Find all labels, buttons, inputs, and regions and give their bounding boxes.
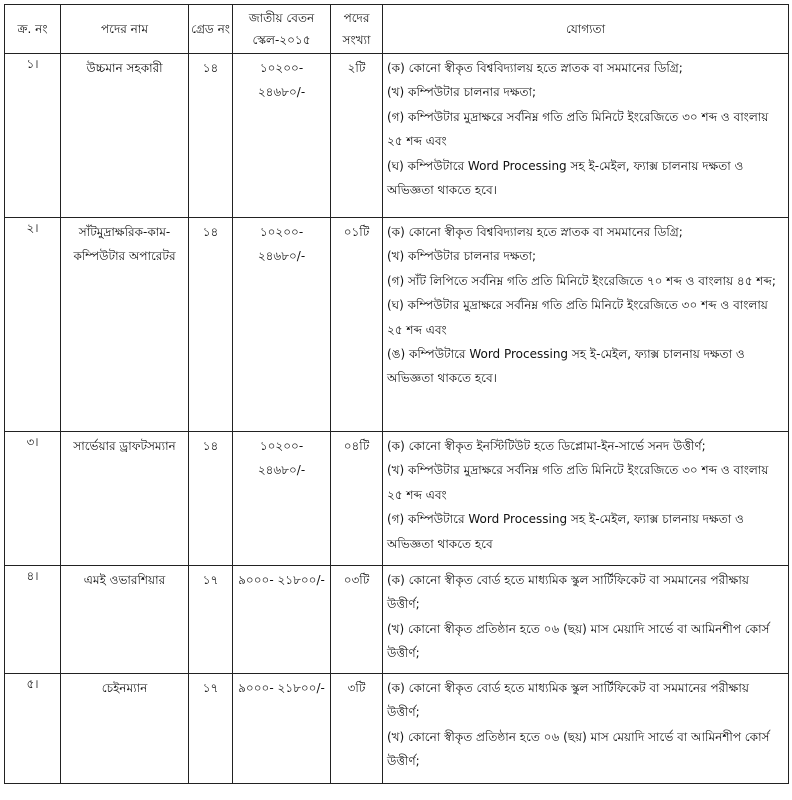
row-post-count: ০১টি bbox=[331, 218, 383, 432]
table-row bbox=[5, 432, 789, 566]
row-post-count: ৩টি bbox=[331, 674, 383, 784]
qualification-item: (ক) কোনো স্বীকৃত ইনস্টিটিউট হতে ডিপ্লোমা-ইন-সার্ভে সনদ উত্তীর্ণ; bbox=[387, 439, 706, 453]
row-qualifications bbox=[383, 54, 789, 218]
row-pay-scale: ১০২০০- ২৪৬৮০/- bbox=[233, 218, 331, 432]
row-pay-scale: ১০২০০- ২৪৬৮০/- bbox=[233, 432, 331, 566]
qualification-item: (ঙ) কম্পিউটারে Word Processing সহ ই-মেইল, ফ্যাক্স চালনায় দক্ষতা ও অভিজ্ঞতা থাকতে হবে। bbox=[387, 347, 745, 386]
job-vacancy-table bbox=[4, 4, 789, 784]
qualification-item: (গ) কম্পিউটারে Word Processing সহ ই-মেইল, ফ্যাক্স চালনায় দক্ষতা ও অভিজ্ঞতা থাকতে হবে bbox=[387, 512, 744, 551]
row-serial: ২। bbox=[5, 218, 61, 432]
row-post-count: ০৩টি bbox=[331, 566, 383, 674]
row-qualifications bbox=[383, 566, 789, 674]
qualification-item: (খ) কোনো স্বীকৃত প্রতিষ্ঠান হতে ০৬ (ছয়) মাস মেয়াদি সার্ভে বা আমিনশীপ কোর্স উত্তীর্ণ; bbox=[387, 729, 770, 769]
row-post-count: ২টি bbox=[331, 54, 383, 218]
header-pay-scale: জাতীয় বেতন স্কেল-২০১৫ bbox=[233, 5, 331, 54]
row-grade: ১৪ bbox=[189, 432, 233, 566]
row-grade: ১৭ bbox=[189, 674, 233, 784]
header-grade: গ্রেড নং bbox=[189, 5, 233, 54]
qualification-item: (খ) কোনো স্বীকৃত প্রতিষ্ঠান হতে ০৬ (ছয়) মাস মেয়াদি সার্ভে বা আমিনশীপ কোর্স উত্তীর্ণ; bbox=[387, 621, 770, 661]
qualification-item: (গ) সাঁট লিপিতে সর্বনিম্ন গতি প্রতি মিনিটে ইংরেজিতে ৭০ শব্দ ও বাংলায় ৪৫ শব্দ; bbox=[387, 273, 776, 288]
row-qualifications bbox=[383, 674, 789, 784]
row-post-name: সার্ভেয়ার ড্রাফটসম্যান bbox=[61, 432, 189, 566]
qualification-item: (ক) কোনো স্বীকৃত বোর্ড হতে মাধ্যমিক স্কুল সার্টিফিকেট বা সমমানের পরীক্ষায় উত্তীর্ণ; bbox=[387, 681, 749, 720]
table-header-row bbox=[5, 5, 789, 54]
header-serial: ক্র. নং bbox=[5, 5, 61, 54]
row-post-name: এমই ওভারশিয়ার bbox=[61, 566, 189, 674]
table-body bbox=[5, 54, 789, 784]
row-post-name: সাঁটমুদ্রাক্ষরিক-কাম-কম্পিউটার অপারেটর bbox=[61, 218, 189, 432]
header-post-name: পদের নাম bbox=[61, 5, 189, 54]
header-qualification: যোগ্যতা bbox=[383, 5, 789, 54]
row-serial: ১। bbox=[5, 54, 61, 218]
qualification-item: (ঘ) কম্পিউটার মুদ্রাক্ষরে সর্বনিম্ন গতি প্রতি মিনিটে ইংরেজিতে ৩০ শব্দ ও বাংলায় ২৫ শব্দ এবং bbox=[387, 298, 768, 337]
row-post-count: ০৪টি bbox=[331, 432, 383, 566]
row-post-name: চেইনম্যান bbox=[61, 674, 189, 784]
row-serial: ৫। bbox=[5, 674, 61, 784]
row-pay-scale: ৯০০০- ২১৮০০/- bbox=[233, 674, 331, 784]
row-pay-scale: ৯০০০- ২১৮০০/- bbox=[233, 566, 331, 674]
row-serial: ৩। bbox=[5, 432, 61, 566]
row-post-name: উচ্চমান সহকারী bbox=[61, 54, 189, 218]
qualification-item: (খ) কম্পিউটার মুদ্রাক্ষরে সর্বনিম্ন গতি প্রতি মিনিটে ইংরেজিতে ৩০ শব্দ ও বাংলায় ২৫ শব্দ এবং bbox=[387, 463, 769, 502]
qualification-item: (খ) কম্পিউটার চালনার দক্ষতা; bbox=[387, 249, 537, 264]
row-serial: ৪। bbox=[5, 566, 61, 674]
table-row bbox=[5, 54, 789, 218]
qualification-item: (ঘ) কম্পিউটারে Word Processing সহ ই-মেইল, ফ্যাক্স চালনায় দক্ষতা ও অভিজ্ঞতা থাকতে হবে। bbox=[387, 158, 744, 198]
qualification-item: (খ) কম্পিউটার চালনার দক্ষতা; bbox=[387, 85, 537, 100]
table-row bbox=[5, 218, 789, 432]
row-pay-scale: ১০২০০- ২৪৬৮০/- bbox=[233, 54, 331, 218]
row-qualifications bbox=[383, 218, 789, 432]
qualification-item: (গ) কম্পিউটার মুদ্রাক্ষরে সর্বনিম্ন গতি প্রতি মিনিটে ইংরেজিতে ৩০ শব্দ ও বাংলায় ২৫ শব্দ এবং bbox=[387, 109, 769, 149]
table-row bbox=[5, 674, 789, 784]
row-grade: ১৭ bbox=[189, 566, 233, 674]
header-post-count: পদের সংখ্যা bbox=[331, 5, 383, 54]
table-row bbox=[5, 566, 789, 674]
row-grade: ১৪ bbox=[189, 54, 233, 218]
qualification-item: (ক) কোনো স্বীকৃত বোর্ড হতে মাধ্যমিক স্কুল সার্টিফিকেট বা সমমানের পরীক্ষায় উত্তীর্ণ; bbox=[387, 573, 749, 612]
row-grade: ১৪ bbox=[189, 218, 233, 432]
row-qualifications bbox=[383, 432, 789, 566]
qualification-item: (ক) কোনো স্বীকৃত বিশ্ববিদ্যালয় হতে স্নাতক বা সমমানের ডিগ্রি; bbox=[387, 225, 683, 239]
qualification-item: (ক) কোনো স্বীকৃত বিশ্ববিদ্যালয় হতে স্নাতক বা সমমানের ডিগ্রি; bbox=[387, 61, 683, 75]
